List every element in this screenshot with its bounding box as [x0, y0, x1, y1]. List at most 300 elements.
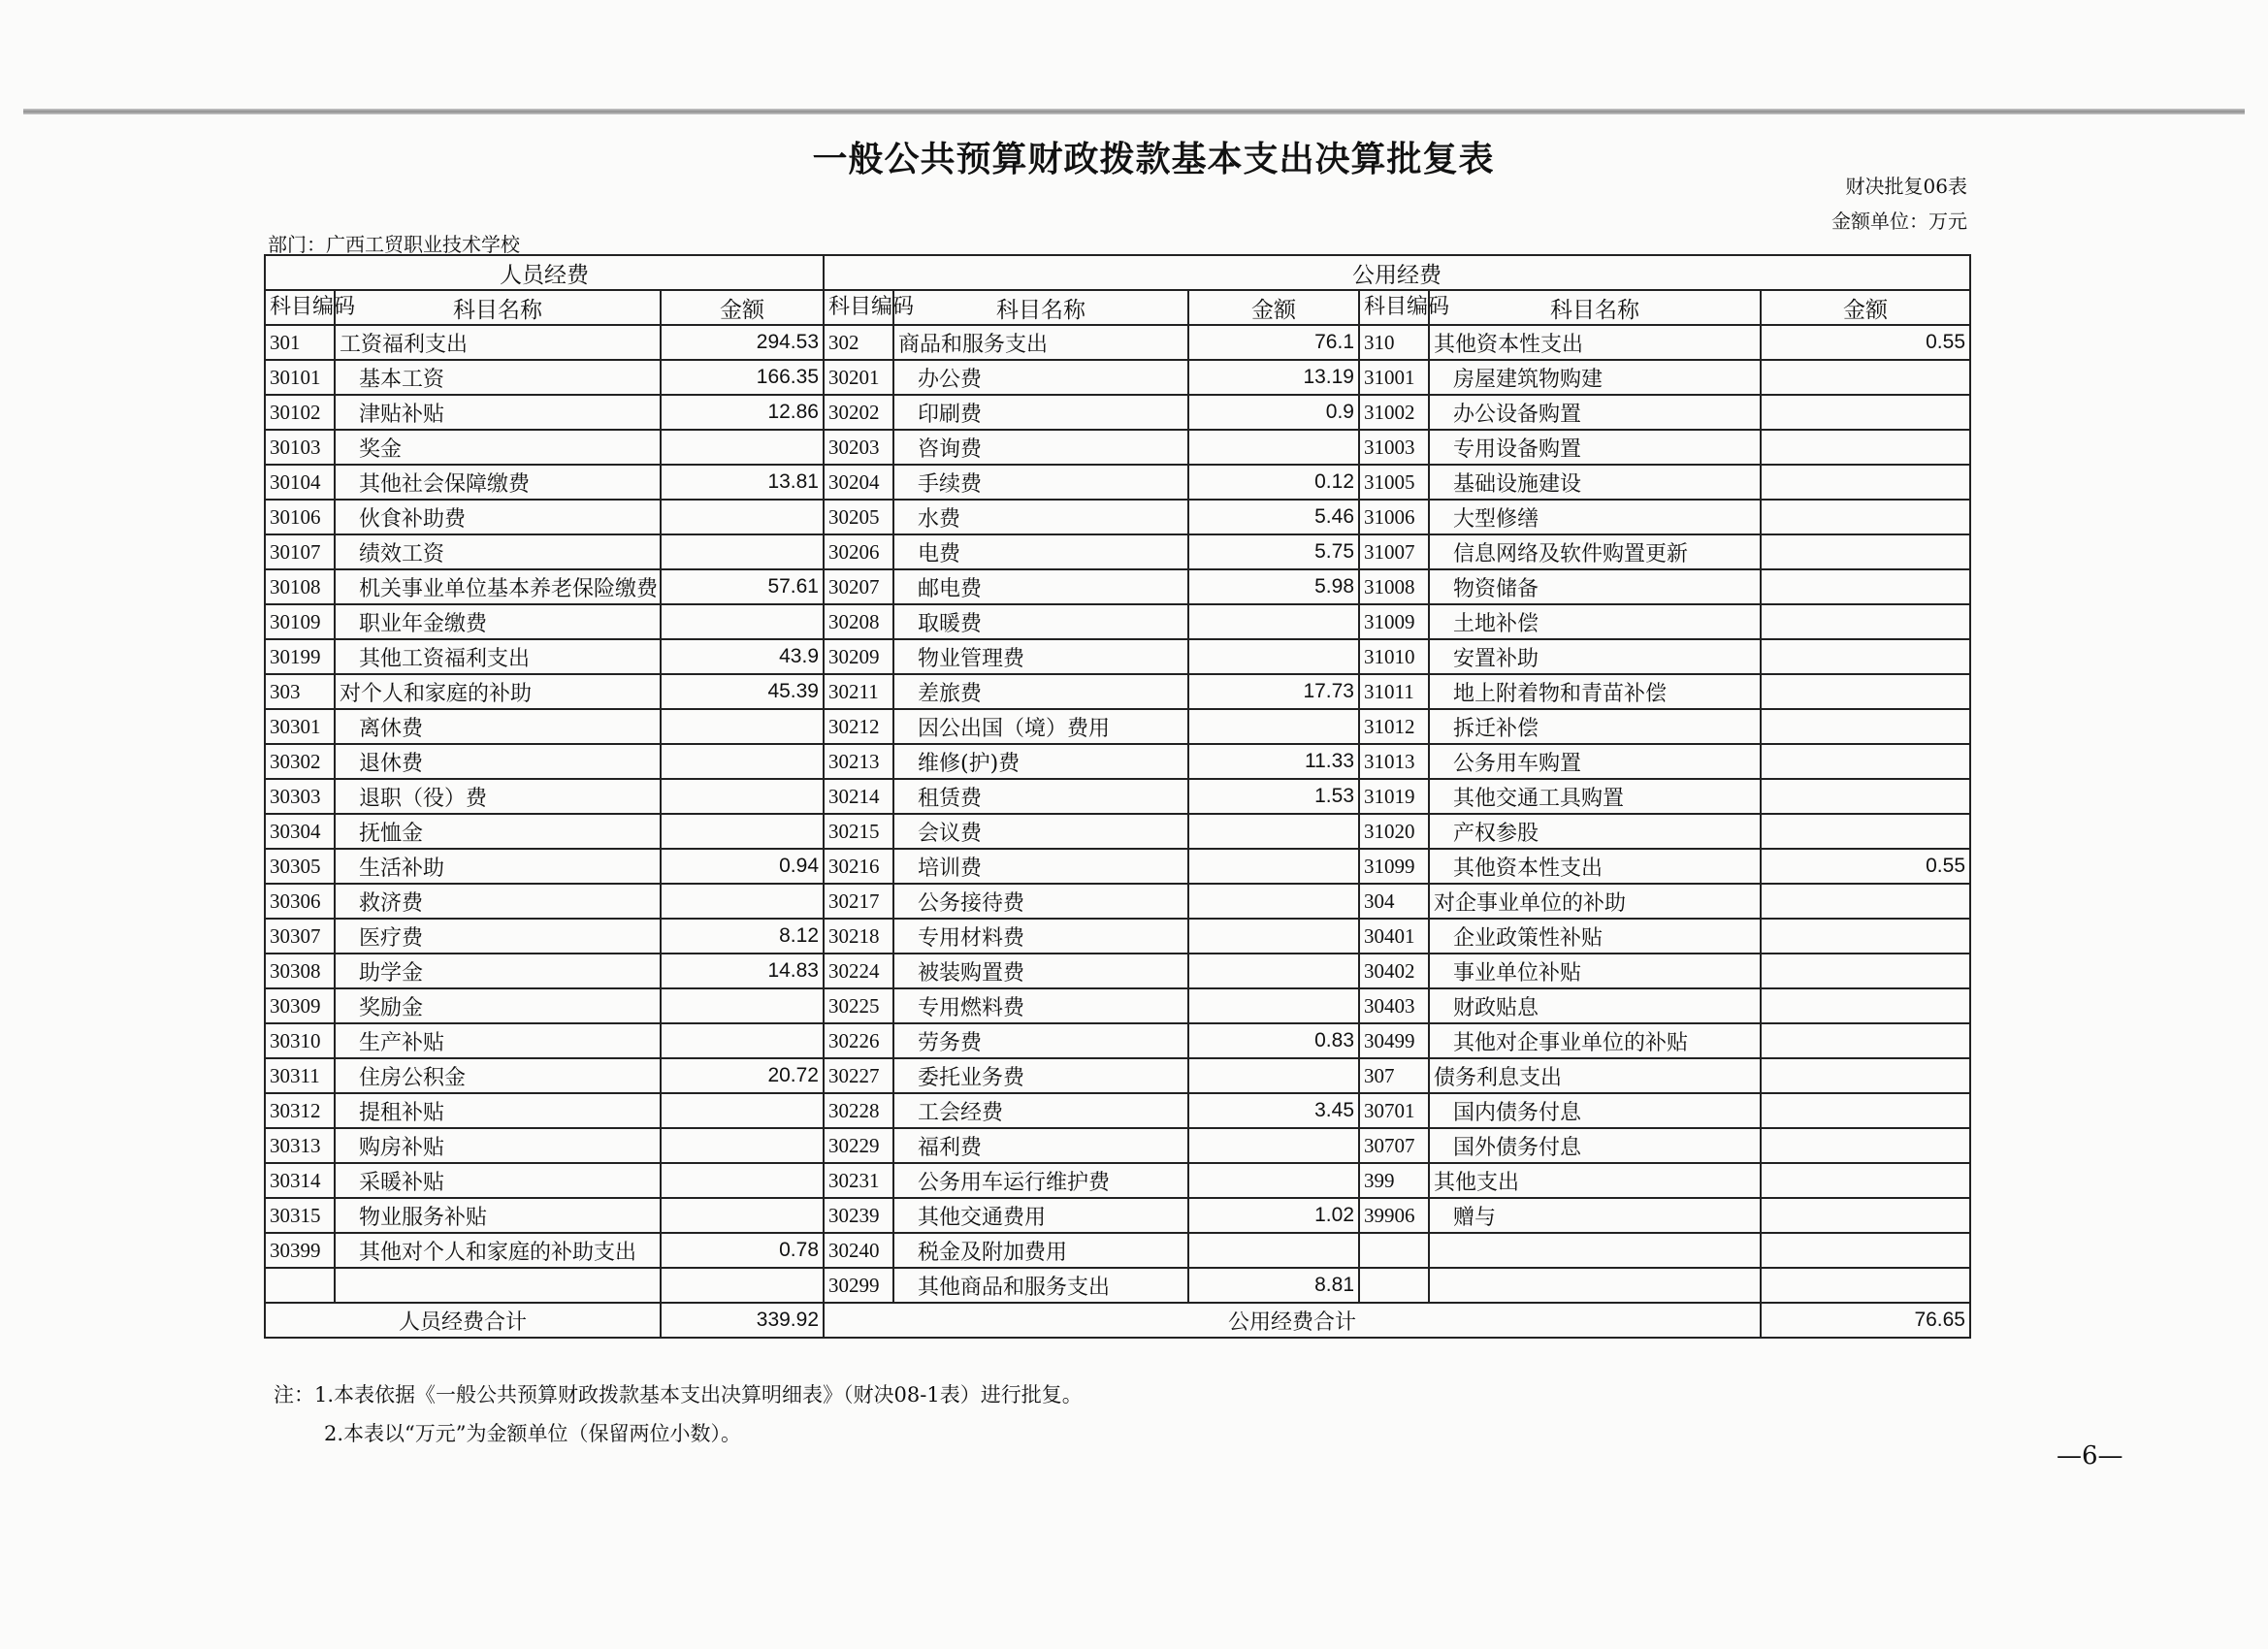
table-row	[265, 1058, 1970, 1093]
amount-cell	[1188, 814, 1359, 849]
amount-cell	[1761, 500, 1970, 534]
amount-cell: 1.53	[1188, 779, 1359, 814]
subject-code-cell: 30304	[265, 814, 335, 849]
subject-name-cell: 其他交通工具购置	[1429, 779, 1761, 814]
amount-cell: 3.45	[1188, 1093, 1359, 1128]
amount-cell: 13.19	[1188, 360, 1359, 395]
amount-cell	[661, 779, 824, 814]
table-row	[265, 1023, 1970, 1058]
subject-name-cell: 维修(护)费	[893, 744, 1188, 779]
amount-cell	[1761, 709, 1970, 744]
subject-name-cell: 物业管理费	[893, 639, 1188, 674]
amount-cell: 12.86	[661, 395, 824, 430]
department-label: 部门：广西工贸职业技术学校	[268, 233, 520, 256]
column-header-code: 科目编码	[824, 290, 893, 325]
amount-cell	[1188, 639, 1359, 674]
subject-name-cell: 印刷费	[893, 395, 1188, 430]
amount-cell: 0.12	[1188, 465, 1359, 500]
amount-cell	[1188, 1058, 1359, 1093]
subject-name-cell: 奖金	[335, 430, 661, 465]
subject-name-cell	[1429, 1268, 1761, 1303]
amount-cell	[1188, 954, 1359, 988]
amount-cell: 294.53	[661, 325, 824, 360]
subject-name-cell: 救济费	[335, 884, 661, 919]
amount-cell: 0.83	[1188, 1023, 1359, 1058]
subject-name-cell: 租赁费	[893, 779, 1188, 814]
subject-name-cell: 信息网络及软件购置更新	[1429, 534, 1761, 569]
subject-code-cell: 31001	[1359, 360, 1429, 395]
amount-cell	[661, 988, 824, 1023]
subject-code-cell: 30403	[1359, 988, 1429, 1023]
subject-code-cell: 31006	[1359, 500, 1429, 534]
amount-cell	[1761, 919, 1970, 954]
amount-cell	[661, 1093, 824, 1128]
column-header-name: 科目名称	[893, 290, 1188, 325]
subject-name-cell: 其他对个人和家庭的补助支出	[335, 1233, 661, 1268]
amount-cell	[661, 1268, 824, 1303]
amount-cell	[1761, 465, 1970, 500]
totals-row	[265, 1303, 1970, 1338]
amount-cell	[1188, 430, 1359, 465]
subject-name-cell: 其他资本性支出	[1429, 849, 1761, 884]
amount-cell	[1761, 1093, 1970, 1128]
amount-cell	[1188, 1128, 1359, 1163]
subject-name-cell: 职业年金缴费	[335, 604, 661, 639]
subject-code-cell: 30214	[824, 779, 893, 814]
subject-code-cell: 39906	[1359, 1198, 1429, 1233]
subject-name-cell: 国内债务付息	[1429, 1093, 1761, 1128]
subject-name-cell: 被装购置费	[893, 954, 1188, 988]
subject-code-cell: 30211	[824, 674, 893, 709]
subject-code-cell: 31019	[1359, 779, 1429, 814]
subject-name-cell: 电费	[893, 534, 1188, 569]
table-row	[265, 1233, 1970, 1268]
subject-name-cell: 税金及附加费用	[893, 1233, 1188, 1268]
column-header-amount: 金额	[1188, 290, 1359, 325]
subject-name-cell: 津贴补贴	[335, 395, 661, 430]
amount-cell	[1761, 569, 1970, 604]
subject-name-cell: 公务用车运行维护费	[893, 1163, 1188, 1198]
subject-code-cell: 30308	[265, 954, 335, 988]
personnel-total-amount: 339.92	[661, 1303, 824, 1338]
amount-cell	[661, 814, 824, 849]
subject-code-cell: 30302	[265, 744, 335, 779]
table-row	[265, 674, 1970, 709]
subject-name-cell: 其他工资福利支出	[335, 639, 661, 674]
amount-cell: 0.55	[1761, 849, 1970, 884]
table-row	[265, 1268, 1970, 1303]
amount-cell	[1761, 639, 1970, 674]
table-row	[265, 954, 1970, 988]
amount-cell	[1761, 1128, 1970, 1163]
subject-name-cell: 会议费	[893, 814, 1188, 849]
amount-cell: 166.35	[661, 360, 824, 395]
subject-code-cell	[1359, 1233, 1429, 1268]
table-row	[265, 1198, 1970, 1233]
column-header-amount: 金额	[1761, 290, 1970, 325]
table-row	[265, 325, 1970, 360]
amount-cell	[1761, 1058, 1970, 1093]
amount-cell	[661, 1198, 824, 1233]
subject-name-cell: 抚恤金	[335, 814, 661, 849]
subject-code-cell: 30226	[824, 1023, 893, 1058]
subject-name-cell: 专用设备购置	[1429, 430, 1761, 465]
subject-code-cell: 30227	[824, 1058, 893, 1093]
subject-code-cell: 30707	[1359, 1128, 1429, 1163]
subject-name-cell: 其他对企事业单位的补贴	[1429, 1023, 1761, 1058]
subject-code-cell: 30305	[265, 849, 335, 884]
table-row	[265, 569, 1970, 604]
table-row	[265, 814, 1970, 849]
subject-name-cell: 基本工资	[335, 360, 661, 395]
amount-cell	[1188, 709, 1359, 744]
subject-code-cell: 30103	[265, 430, 335, 465]
amount-cell	[1761, 1198, 1970, 1233]
subject-code-cell: 30201	[824, 360, 893, 395]
subject-code-cell: 30311	[265, 1058, 335, 1093]
amount-cell: 13.81	[661, 465, 824, 500]
subject-name-cell: 国外债务付息	[1429, 1128, 1761, 1163]
subject-code-cell: 399	[1359, 1163, 1429, 1198]
subject-name-cell: 退职（役）费	[335, 779, 661, 814]
subject-code-cell: 30206	[824, 534, 893, 569]
amount-cell	[1761, 884, 1970, 919]
table-row	[265, 430, 1970, 465]
amount-cell	[661, 709, 824, 744]
subject-code-cell: 30303	[265, 779, 335, 814]
subject-name-cell: 对企事业单位的补助	[1429, 884, 1761, 919]
subject-name-cell: 采暖补贴	[335, 1163, 661, 1198]
subject-code-cell: 301	[265, 325, 335, 360]
subject-code-cell: 31013	[1359, 744, 1429, 779]
amount-unit-label: 金额单位：万元	[1831, 210, 1967, 233]
amount-cell	[1761, 430, 1970, 465]
subject-code-cell: 30499	[1359, 1023, 1429, 1058]
subject-name-cell: 商品和服务支出	[893, 325, 1188, 360]
subject-code-cell: 30204	[824, 465, 893, 500]
group-header-public: 公用经费	[824, 255, 1970, 290]
subject-code-cell: 31003	[1359, 430, 1429, 465]
subject-name-cell: 财政贴息	[1429, 988, 1761, 1023]
subject-name-cell: 水费	[893, 500, 1188, 534]
subject-name-cell: 事业单位补贴	[1429, 954, 1761, 988]
amount-cell: 0.55	[1761, 325, 1970, 360]
amount-cell: 0.9	[1188, 395, 1359, 430]
subject-name-cell: 房屋建筑物购建	[1429, 360, 1761, 395]
subject-code-cell	[265, 1268, 335, 1303]
subject-code-cell: 30218	[824, 919, 893, 954]
amount-cell	[1761, 395, 1970, 430]
column-header-amount: 金额	[661, 290, 824, 325]
amount-cell	[1761, 674, 1970, 709]
subject-name-cell: 培训费	[893, 849, 1188, 884]
amount-cell	[1188, 849, 1359, 884]
subject-name-cell: 专用燃料费	[893, 988, 1188, 1023]
subject-name-cell: 因公出国（境）费用	[893, 709, 1188, 744]
subject-name-cell: 离休费	[335, 709, 661, 744]
table-row	[265, 988, 1970, 1023]
amount-cell: 20.72	[661, 1058, 824, 1093]
amount-cell	[1188, 988, 1359, 1023]
subject-name-cell: 企业政策性补贴	[1429, 919, 1761, 954]
table-row	[265, 360, 1970, 395]
amount-cell: 45.39	[661, 674, 824, 709]
amount-cell: 76.1	[1188, 325, 1359, 360]
subject-code-cell: 31012	[1359, 709, 1429, 744]
page-title: 一般公共预算财政拨款基本支出决算批复表	[812, 139, 1495, 179]
amount-cell	[1761, 744, 1970, 779]
amount-cell	[661, 884, 824, 919]
subject-code-cell: 30399	[265, 1233, 335, 1268]
subject-code-cell: 30309	[265, 988, 335, 1023]
amount-cell	[1761, 534, 1970, 569]
subject-code-cell: 30202	[824, 395, 893, 430]
subject-name-cell: 住房公积金	[335, 1058, 661, 1093]
table-row	[265, 1128, 1970, 1163]
amount-cell: 5.98	[1188, 569, 1359, 604]
subject-code-cell: 31020	[1359, 814, 1429, 849]
table-row	[265, 604, 1970, 639]
subject-name-cell: 地上附着物和青苗补偿	[1429, 674, 1761, 709]
amount-cell	[1761, 954, 1970, 988]
amount-cell	[661, 1163, 824, 1198]
note-1: 注：1.本表依据《一般公共预算财政拨款基本支出决算明细表》（财决08-1表）进行批复。	[274, 1383, 1083, 1406]
subject-name-cell: 奖励金	[335, 988, 661, 1023]
subject-code-cell: 30312	[265, 1093, 335, 1128]
amount-cell	[1761, 814, 1970, 849]
amount-cell	[1188, 919, 1359, 954]
subject-code-cell: 31002	[1359, 395, 1429, 430]
subject-code-cell: 303	[265, 674, 335, 709]
amount-cell	[661, 534, 824, 569]
column-header-code: 科目编码	[1359, 290, 1429, 325]
subject-code-cell: 30215	[824, 814, 893, 849]
amount-cell	[1761, 1163, 1970, 1198]
amount-cell: 1.02	[1188, 1198, 1359, 1233]
subject-name-cell: 其他社会保障缴费	[335, 465, 661, 500]
subject-code-cell: 30229	[824, 1128, 893, 1163]
subject-name-cell: 对个人和家庭的补助	[335, 674, 661, 709]
subject-name-cell: 产权参股	[1429, 814, 1761, 849]
amount-cell	[1761, 779, 1970, 814]
public-total-label: 公用经费合计	[824, 1303, 1761, 1338]
subject-name-cell: 土地补偿	[1429, 604, 1761, 639]
subject-code-cell: 302	[824, 325, 893, 360]
subject-code-cell: 30107	[265, 534, 335, 569]
subject-code-cell: 31007	[1359, 534, 1429, 569]
group-header-personnel: 人员经费	[265, 255, 824, 290]
subject-name-cell: 伙食补助费	[335, 500, 661, 534]
amount-cell: 57.61	[661, 569, 824, 604]
subject-code-cell: 30225	[824, 988, 893, 1023]
subject-code-cell: 30313	[265, 1128, 335, 1163]
subject-name-cell: 安置补助	[1429, 639, 1761, 674]
amount-cell	[1761, 1268, 1970, 1303]
subject-code-cell: 30106	[265, 500, 335, 534]
subject-code-cell	[1359, 1268, 1429, 1303]
subject-name-cell: 购房补贴	[335, 1128, 661, 1163]
subject-code-cell: 30213	[824, 744, 893, 779]
subject-code-cell: 31010	[1359, 639, 1429, 674]
subject-code-cell: 31099	[1359, 849, 1429, 884]
amount-cell: 8.12	[661, 919, 824, 954]
subject-code-cell: 30306	[265, 884, 335, 919]
subject-name-cell: 专用材料费	[893, 919, 1188, 954]
subject-name-cell: 办公费	[893, 360, 1188, 395]
subject-name-cell: 退休费	[335, 744, 661, 779]
subject-name-cell: 基础设施建设	[1429, 465, 1761, 500]
amount-cell	[1761, 604, 1970, 639]
amount-cell	[1188, 1163, 1359, 1198]
subject-code-cell: 30231	[824, 1163, 893, 1198]
subject-code-cell: 30240	[824, 1233, 893, 1268]
table-row	[265, 709, 1970, 744]
subject-code-cell: 304	[1359, 884, 1429, 919]
subject-name-cell: 公务接待费	[893, 884, 1188, 919]
table-row	[265, 465, 1970, 500]
amount-cell	[661, 1128, 824, 1163]
subject-code-cell: 30208	[824, 604, 893, 639]
subject-name-cell	[335, 1268, 661, 1303]
amount-cell	[1188, 604, 1359, 639]
amount-cell	[661, 500, 824, 534]
subject-name-cell: 劳务费	[893, 1023, 1188, 1058]
note-2: 2.本表以“万元”为金额单位（保留两位小数）。	[324, 1422, 742, 1445]
subject-code-cell: 31008	[1359, 569, 1429, 604]
public-total-amount: 76.65	[1761, 1303, 1970, 1338]
subject-code-cell: 30217	[824, 884, 893, 919]
subject-code-cell: 307	[1359, 1058, 1429, 1093]
subject-code-cell: 310	[1359, 325, 1429, 360]
top-rule	[23, 109, 2245, 114]
subject-code-cell: 30299	[824, 1268, 893, 1303]
amount-cell	[661, 430, 824, 465]
subject-name-cell: 福利费	[893, 1128, 1188, 1163]
subject-name-cell	[1429, 1233, 1761, 1268]
subject-name-cell: 大型修缮	[1429, 500, 1761, 534]
subject-name-cell: 公务用车购置	[1429, 744, 1761, 779]
subject-code-cell: 30203	[824, 430, 893, 465]
amount-cell	[1188, 884, 1359, 919]
amount-cell: 5.46	[1188, 500, 1359, 534]
subject-name-cell: 助学金	[335, 954, 661, 988]
subject-name-cell: 机关事业单位基本养老保险缴费	[335, 569, 661, 604]
amount-cell: 5.75	[1188, 534, 1359, 569]
amount-cell	[661, 1023, 824, 1058]
subject-name-cell: 绩效工资	[335, 534, 661, 569]
subject-code-cell: 30314	[265, 1163, 335, 1198]
subject-name-cell: 物资储备	[1429, 569, 1761, 604]
subject-code-cell: 30224	[824, 954, 893, 988]
table-row	[265, 1093, 1970, 1128]
amount-cell: 43.9	[661, 639, 824, 674]
amount-cell: 11.33	[1188, 744, 1359, 779]
subject-name-cell: 咨询费	[893, 430, 1188, 465]
amount-cell	[1761, 988, 1970, 1023]
table-row	[265, 779, 1970, 814]
subject-code-cell: 30310	[265, 1023, 335, 1058]
notes	[274, 1375, 1083, 1453]
subject-code-cell: 30108	[265, 569, 335, 604]
amount-cell: 0.94	[661, 849, 824, 884]
expenditure-table	[264, 254, 1971, 1339]
subject-code-cell: 30307	[265, 919, 335, 954]
subject-code-cell: 30207	[824, 569, 893, 604]
amount-cell: 17.73	[1188, 674, 1359, 709]
page-number: —6—	[2057, 1441, 2123, 1471]
subject-code-cell: 30209	[824, 639, 893, 674]
subject-code-cell: 30104	[265, 465, 335, 500]
table-row	[265, 919, 1970, 954]
personnel-total-label: 人员经费合计	[265, 1303, 661, 1338]
amount-cell	[1761, 1233, 1970, 1268]
subject-name-cell: 取暖费	[893, 604, 1188, 639]
table-body	[265, 325, 1970, 1303]
subject-name-cell: 生产补贴	[335, 1023, 661, 1058]
subject-name-cell: 委托业务费	[893, 1058, 1188, 1093]
subject-code-cell: 30109	[265, 604, 335, 639]
subject-code-cell: 31005	[1359, 465, 1429, 500]
subject-code-cell: 30101	[265, 360, 335, 395]
subject-code-cell: 30216	[824, 849, 893, 884]
subject-name-cell: 手续费	[893, 465, 1188, 500]
table-row	[265, 639, 1970, 674]
subject-code-cell: 30212	[824, 709, 893, 744]
table-row	[265, 744, 1970, 779]
subject-code-cell: 30701	[1359, 1093, 1429, 1128]
subject-name-cell: 邮电费	[893, 569, 1188, 604]
form-number: 财决批复06表	[1845, 175, 1967, 198]
subject-name-cell: 工资福利支出	[335, 325, 661, 360]
amount-cell	[1761, 360, 1970, 395]
subject-name-cell: 物业服务补贴	[335, 1198, 661, 1233]
amount-cell	[661, 744, 824, 779]
table-row	[265, 884, 1970, 919]
subject-code-cell: 30228	[824, 1093, 893, 1128]
table-row	[265, 395, 1970, 430]
amount-cell: 0.78	[661, 1233, 824, 1268]
subject-name-cell: 其他支出	[1429, 1163, 1761, 1198]
table-row	[265, 1163, 1970, 1198]
column-header-code: 科目编码	[265, 290, 335, 325]
subject-code-cell: 30205	[824, 500, 893, 534]
subject-code-cell: 30402	[1359, 954, 1429, 988]
subject-name-cell: 其他资本性支出	[1429, 325, 1761, 360]
subject-name-cell: 拆迁补偿	[1429, 709, 1761, 744]
table-row	[265, 534, 1970, 569]
subject-name-cell: 其他交通费用	[893, 1198, 1188, 1233]
amount-cell: 14.83	[661, 954, 824, 988]
subject-name-cell: 债务利息支出	[1429, 1058, 1761, 1093]
subject-name-cell: 差旅费	[893, 674, 1188, 709]
column-header-name: 科目名称	[335, 290, 661, 325]
subject-code-cell: 30199	[265, 639, 335, 674]
subject-code-cell: 30239	[824, 1198, 893, 1233]
subject-name-cell: 工会经费	[893, 1093, 1188, 1128]
amount-cell: 8.81	[1188, 1268, 1359, 1303]
column-header-name: 科目名称	[1429, 290, 1761, 325]
subject-name-cell: 生活补助	[335, 849, 661, 884]
subject-code-cell: 30301	[265, 709, 335, 744]
amount-cell	[1188, 1233, 1359, 1268]
subject-name-cell: 提租补贴	[335, 1093, 661, 1128]
subject-name-cell: 办公设备购置	[1429, 395, 1761, 430]
subject-code-cell: 31011	[1359, 674, 1429, 709]
amount-cell	[661, 604, 824, 639]
subject-name-cell: 其他商品和服务支出	[893, 1268, 1188, 1303]
subject-name-cell: 医疗费	[335, 919, 661, 954]
subject-code-cell: 30102	[265, 395, 335, 430]
